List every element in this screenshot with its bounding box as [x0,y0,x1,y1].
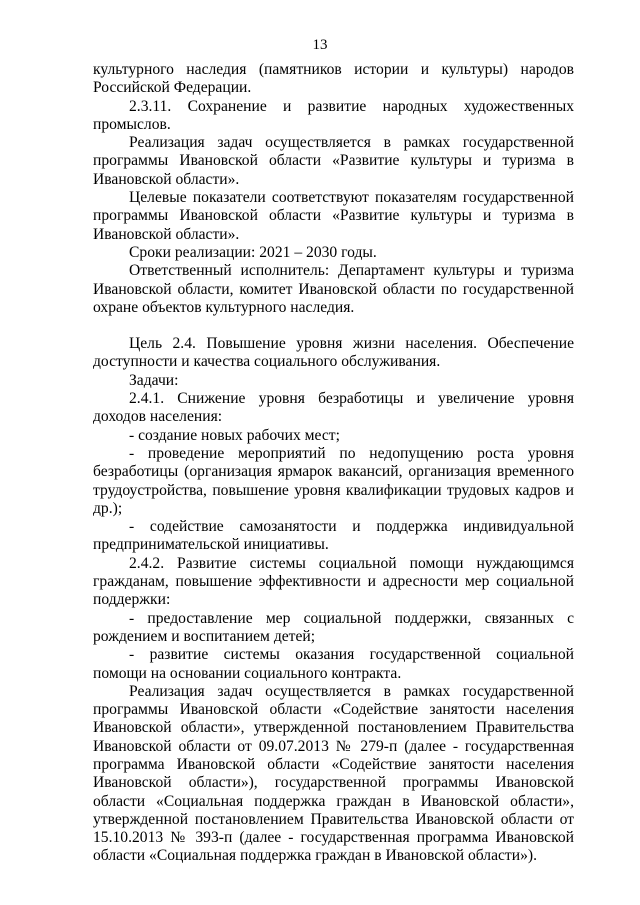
list-item-social-contract: - развитие системы оказания государственной социальной помощи на основании социального контракта. [93,646,574,682]
paragraph-task-2-3-11: 2.3.11. Сохранение и развитие народных художественных промыслов. [93,97,574,133]
list-item-new-jobs: - создание новых рабочих мест; [129,426,340,444]
paragraph-task-2-4-2: 2.4.2. Развитие системы социальной помощи нуждающимся гражданам, повышение эффективности и адресности мер социальной поддержки: [93,554,574,609]
paragraph-heritage-continuation: культурного наследия (памятников истории и культуры) народов Российской Федерации. [93,61,574,97]
paragraph-spacer [93,317,574,335]
paragraph-tasks-heading: Задачи: [129,371,179,389]
list-item-self-employment: - содействие самозанятости и поддержка индивидуальной предпринимательской инициативы. [93,518,574,554]
paragraph-responsible-executor: Ответственный исполнитель: Департамент культуры и туризма Ивановской области, комитет Ивановской области по государственной охране объектов культурного наследия. [93,262,574,316]
paragraph-timeframe: Сроки реализации: 2021 – 2030 годы. [129,243,377,261]
document-body [93,61,574,866]
paragraph-implementation-employment: Реализация задач осуществляется в рамках государственной программы Ивановской области «Содействие занятости населения Ивановской области», утвержденной постановлением Правительства Ивановской области от 09.07.2013 № 279-п (далее - государственная программа Ивановской области «Содействие занятости населения Ивановской области»), государственной программы Ивановской области «Социальная поддержка граждан в Ивановской области», утвержденной постановлением Правительства Ивановской области от 15.10.2013 № 393-п (далее - государственная программа Ивановской области «Социальная поддержка граждан в Ивановской области»). [93,682,574,865]
paragraph-implementation-culture: Реализация задач осуществляется в рамках государственной программы Ивановской области «Развитие культуры и туризма в Ивановской области». [93,134,574,188]
list-item-child-support: - предоставление мер социальной поддержки, связанных с рождением и воспитанием детей; [93,609,574,645]
paragraph-task-2-4-1: 2.4.1. Снижение уровня безработицы и увеличение уровня доходов населения: [93,390,574,426]
list-item-unemployment-measures: - проведение мероприятий по недопущению роста уровня безработицы (организация ярмарок вакансий, организация временного трудоустройства, повышение уровня квалификации трудовых кадров и др.); [93,444,574,517]
page-number: 13 [312,37,328,53]
paragraph-goal-2-4: Цель 2.4. Повышение уровня жизни населения. Обеспечение доступности и качества социального обслуживания. [93,335,574,371]
paragraph-target-indicators: Целевые показатели соответствуют показателям государственной программы Ивановской области «Развитие культуры и туризма в Ивановской области». [93,189,574,243]
